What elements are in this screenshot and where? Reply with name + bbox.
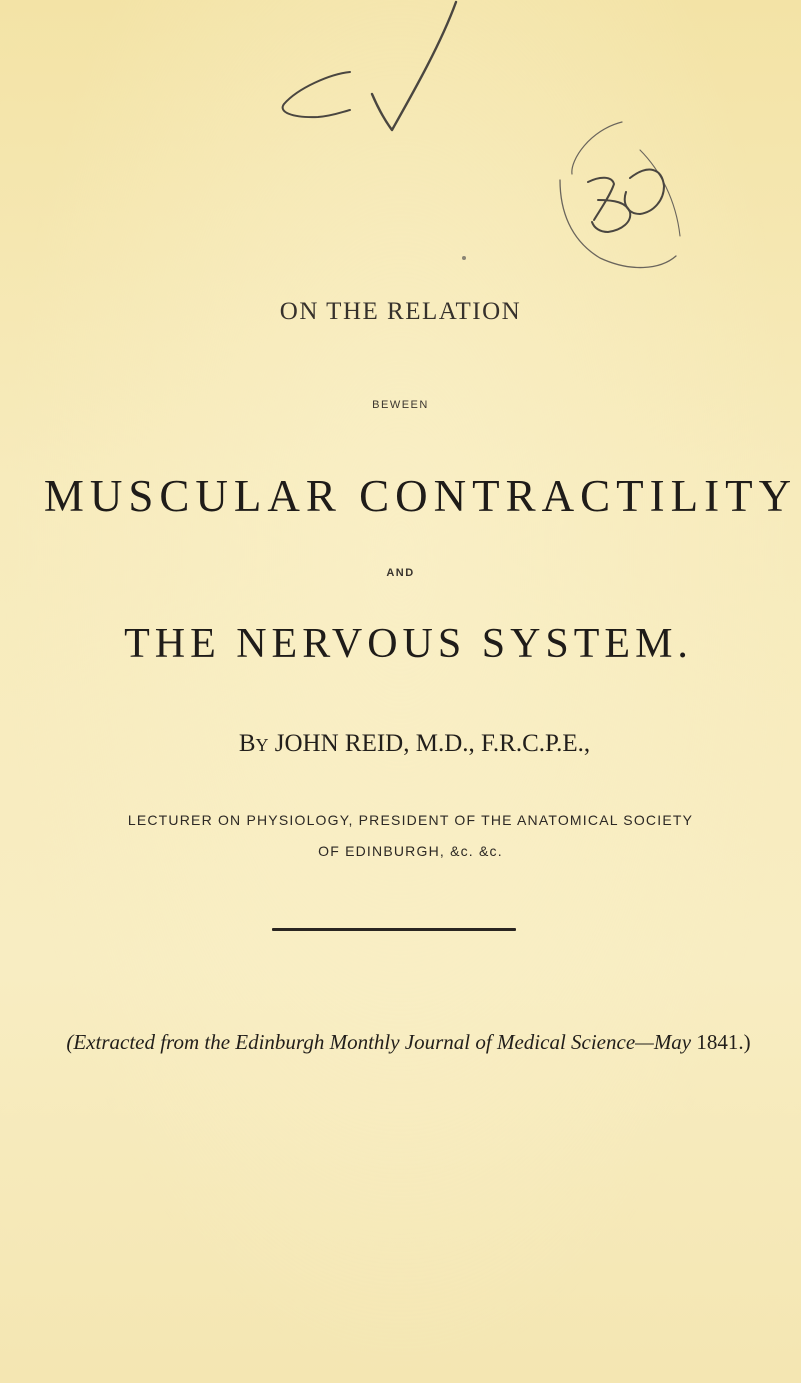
author-role-line-2: OF EDINBURGH, &c. &c. bbox=[318, 843, 503, 859]
source-close-paren: .) bbox=[738, 1030, 751, 1054]
connector-and: AND bbox=[386, 567, 415, 579]
handwritten-annotation bbox=[0, 0, 801, 300]
source-text: Extracted from the Edinburgh Monthly Journal of Medical Science—May bbox=[73, 1030, 692, 1054]
author-role-line-1: LECTURER ON PHYSIOLOGY, PRESIDENT OF THE ANATOMICAL SOCIETY bbox=[127, 812, 694, 828]
main-title-nervous-system: THE NERVOUS SYSTEM. bbox=[124, 621, 693, 667]
main-title-contractility: MUSCULAR CONTRACTILITY bbox=[43, 471, 798, 521]
divider-rule bbox=[272, 928, 516, 931]
author-name: JOHN REID, M.D., F.R.C.P.E., bbox=[274, 730, 591, 757]
title-line-relation: ON THE RELATION bbox=[279, 298, 522, 325]
source-citation bbox=[8, 1030, 801, 1055]
source-year: 1841 bbox=[696, 1030, 739, 1054]
author-prefix: By bbox=[238, 730, 269, 757]
source-open-paren: ( bbox=[66, 1030, 74, 1054]
author-line bbox=[14, 730, 801, 758]
connector-between: BEWEEN bbox=[372, 399, 429, 411]
